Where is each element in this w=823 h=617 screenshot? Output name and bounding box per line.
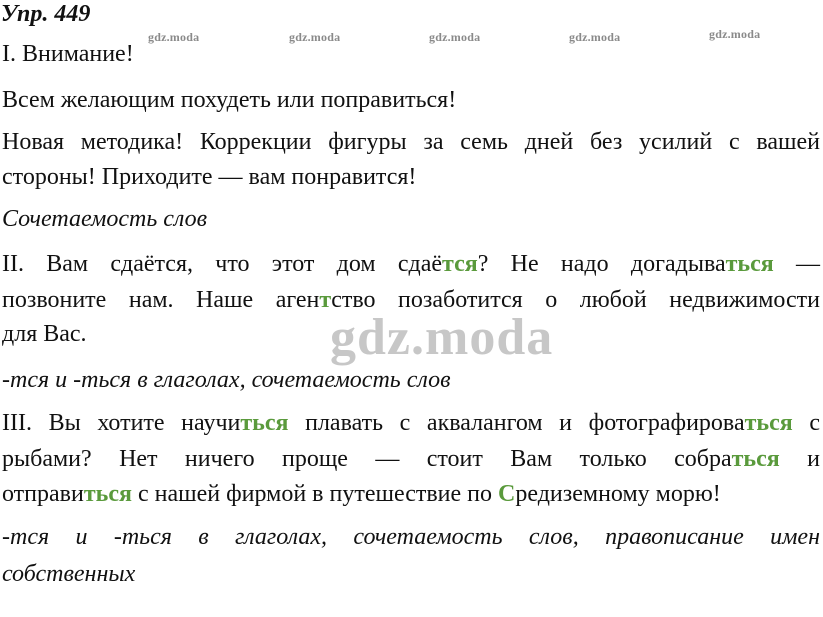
- section-1-line: стороны! Приходите — вам понравится!: [2, 164, 417, 190]
- section-3-note: -тся и -ться в глаголах, сочетаемость слов, правописание имен: [2, 524, 820, 550]
- section-3-line: III. Вы хотите научиться плавать с аквалангом и фотографироваться с: [2, 410, 820, 436]
- section-1-line: Новая методика! Коррекции фигуры за семь дней без усилий с вашей: [2, 129, 820, 155]
- section-1-line: Всем желающим похудеть или поправиться!: [2, 87, 457, 113]
- section-1-note: Сочетаемость слов: [2, 206, 208, 232]
- section-3-note: собственных: [2, 561, 136, 587]
- watermark: gdz.moda: [709, 27, 761, 41]
- section-1-heading: I. Внимание!: [2, 41, 134, 67]
- section-2-note: -тся и -ться в глаголах, сочетаемость слов: [2, 367, 451, 393]
- section-3-line: рыбами? Нет ничего проще — стоит Вам только собраться и: [2, 446, 820, 472]
- watermark: gdz.moda: [429, 30, 481, 44]
- watermark: gdz.moda: [569, 30, 621, 44]
- section-2-line: позвоните нам. Наше агентство позаботится о любой недвижимости: [2, 287, 821, 313]
- section-3-line: отправиться с нашей фирмой в путешествие по Средиземному морю!: [2, 481, 721, 507]
- section-2-line: II. Вам сдаётся, что этот дом сдаётся? Не надо догадываться —: [2, 251, 820, 277]
- exercise-title: Упр. 449: [1, 1, 91, 27]
- watermark-logo: gdz.moda: [330, 309, 554, 366]
- watermark: gdz.moda: [289, 30, 341, 44]
- watermark: gdz.moda: [148, 30, 200, 44]
- section-2-line: для Вас.: [2, 321, 87, 347]
